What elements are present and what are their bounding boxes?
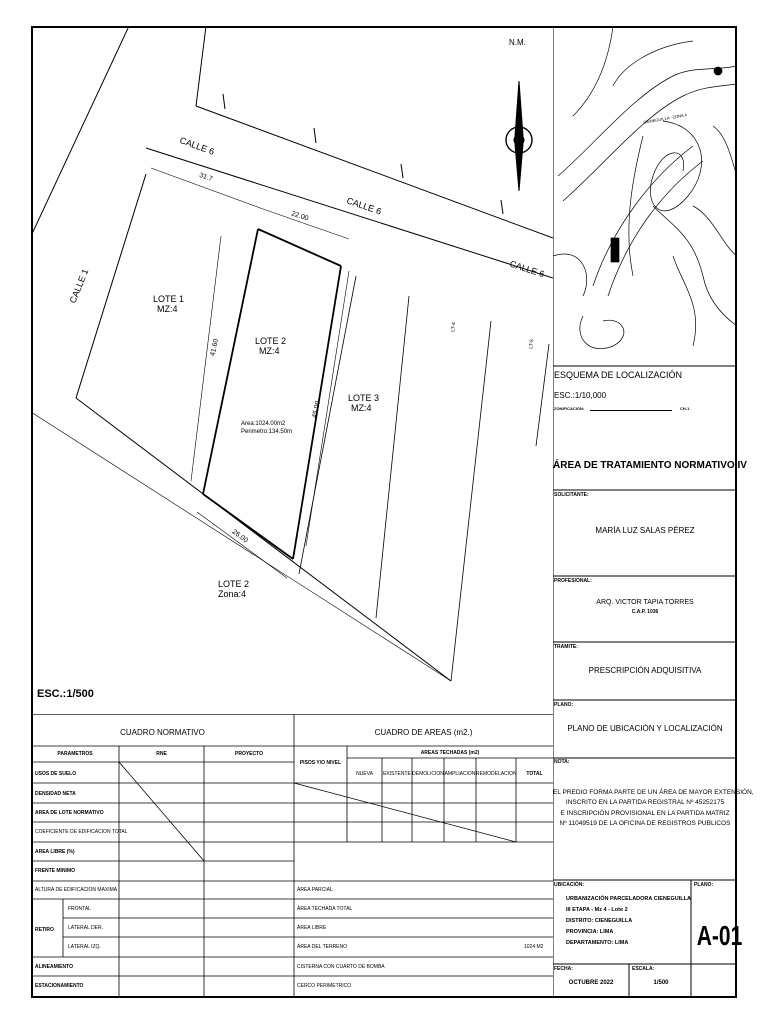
header-parametros: PARAMETROS	[57, 751, 93, 757]
street-label: CALLE 6	[178, 135, 216, 157]
location-map	[553, 26, 737, 366]
solicitante-name: MARÍA LUZ SALAS PÉREZ	[595, 526, 695, 535]
nota-line: Nº 11049519 DE LA OFICINA DE REGISTROS PUBLICOS	[559, 820, 731, 827]
nota-line: INSCRITO EN LA PARTIDA REGISTRAL Nº 45252175	[565, 799, 725, 806]
header-proyecto: PROYECTO	[235, 751, 263, 757]
title-block-grid	[553, 358, 754, 998]
solicitante-label: SOLICITANTE:	[554, 492, 589, 498]
param-row: AREA DE LOTE NORMATIVO	[35, 810, 104, 816]
areas-pisos-header: PISOS Y/O NIVEL	[299, 760, 342, 766]
ubicacion-line: III ETAPA - Mz 4 - Lote 2	[566, 907, 628, 913]
param-row: ESTACIONAMIENTO	[35, 983, 84, 989]
retiro-row: FRONTAL	[68, 906, 91, 912]
escala-value: 1/500	[653, 980, 669, 986]
profesional-label: PROFESIONAL:	[554, 578, 592, 584]
tramite-value: PRESCRIPCIÓN ADQUISITIVA	[588, 666, 702, 675]
dimension: 45.00	[311, 400, 323, 419]
street-label: CALLE 1	[67, 267, 91, 305]
areas-col: AMPLIACION	[444, 771, 476, 777]
lot-2-mz: MZ:4	[259, 346, 280, 356]
dimension: 26.00	[230, 528, 249, 545]
areas-row: ÁREA PARCIAL	[297, 887, 333, 893]
zonification-line	[590, 410, 672, 411]
dimension: 41.60	[209, 338, 221, 357]
plano-value: PLANO DE UBICACIÓN Y LOCALIZACIÓN	[567, 724, 723, 733]
dimension: 31.7	[198, 171, 214, 184]
sheet-number: A-01	[696, 920, 743, 951]
site-plan-drawing	[31, 26, 553, 714]
lot-1-mz: MZ:4	[157, 304, 178, 314]
param-row: COEFICIENTE DE EDIFICACION TOTAL	[35, 829, 128, 835]
tramite-label: TRAMITE:	[554, 644, 578, 650]
retiro-label: RETIRO	[35, 927, 54, 933]
areas-row: ÁREA DEL TERRENO	[297, 944, 348, 950]
escala-label: ESCALA:	[632, 966, 655, 972]
profesional-name: ARQ. VICTOR TAPIA TORRES	[596, 599, 694, 606]
lot-2-south-name: LOTE 2	[218, 579, 250, 589]
lot-5-tag: LT-5	[528, 338, 536, 350]
area-title: ÁREA DE TRATAMIENTO NORMATIVO IV	[553, 460, 747, 471]
param-row: ALINEAMIENTO	[35, 964, 73, 970]
terreno-value: 1024 M2	[524, 944, 544, 950]
location-title: ESQUEMA DE LOCALIZACIÓN	[554, 370, 683, 380]
ubicacion-line: PROVINCIA: LIMA	[566, 929, 614, 935]
lot-4-tag: LT-4	[450, 321, 458, 333]
fecha-value: OCTUBRE 2022	[568, 980, 614, 986]
lot-2-south-zona: Zona:4	[218, 589, 247, 599]
nota-line: EL PREDIO FORMA PARTE DE UN ÁREA DE MAYOR EXTENSIÓN,	[553, 789, 754, 796]
zonification-label: ZONIFICACION:	[554, 406, 585, 411]
north-label: N.M.	[509, 38, 526, 47]
plan-scale: ESC.:1/500	[37, 688, 94, 700]
lot-3-name: LOTE 3	[348, 393, 380, 403]
ubicacion-line: DEPARTAMENTO: LIMA	[566, 940, 629, 946]
areas-techadas-header: AREAS TECHADAS (m2)	[420, 750, 480, 756]
fecha-label: FECHA:	[554, 966, 573, 972]
street-label: CALLE 6	[508, 258, 546, 280]
lot-3-mz: MZ:4	[351, 403, 372, 413]
site-plan	[31, 26, 553, 714]
cuadro-areas-title: CUADRO DE AREAS (m2.)	[374, 728, 473, 737]
areas-row: CERCO PERIMETRICO	[297, 983, 352, 989]
nota-label: NOTA:	[554, 759, 570, 765]
areas-row: ÁREA LIBRE	[297, 925, 327, 931]
location-map-label: CIENEGUILLA - ZONA 4	[642, 112, 688, 125]
lot-2-perimeter: Perimetro:134.50m	[241, 429, 293, 435]
header-rne: RNE	[156, 751, 167, 757]
street-label: CALLE 6	[345, 195, 383, 217]
areas-col: EXISTENTE	[383, 771, 411, 777]
areas-col: TOTAL	[526, 771, 543, 777]
retiro-row: LATERAL DER.	[68, 925, 104, 931]
location-scale: ESC.:1/10,000	[554, 391, 607, 400]
param-row: AREA LIBRE (%)	[35, 849, 75, 855]
retiro-row: LATERAL IZQ.	[68, 944, 101, 950]
param-row: ALTURA DE EDIFICACION MAXIMA	[35, 887, 118, 893]
areas-row: ÁREA TECHADA TOTAL	[297, 906, 353, 912]
ubicacion-label: UBICACIÓN:	[554, 882, 584, 888]
lot-1-name: LOTE 1	[153, 294, 185, 304]
ubicacion-line: URBANIZACIÓN PARCELADORA CIENEGUILLA	[566, 896, 691, 902]
areas-col: NUEVA	[356, 771, 373, 777]
ubicacion-line: DISTRITO: CIENEGUILLA	[566, 918, 633, 924]
param-row: DENSIDAD NETA	[35, 791, 76, 797]
param-row: USOS DE SUELO	[35, 771, 77, 777]
areas-col: REMODELACION	[476, 771, 517, 777]
cap-number: C.A.P. 1036	[631, 609, 659, 615]
plano-number-label: PLANO:	[694, 882, 714, 888]
areas-col: DEMOLICION	[412, 771, 444, 777]
zonification-value: CH-1	[680, 406, 690, 411]
plano-label: PLANO:	[554, 702, 574, 708]
lot-2-area: Area:1024.00m2	[241, 421, 286, 427]
areas-row: CISTERNA CON CUARTO DE BOMBA	[297, 964, 385, 970]
dimension: 22.00	[290, 210, 310, 223]
lot-2-name: LOTE 2	[255, 336, 287, 346]
nota-line: E INSCRIPCIÓN PROVISIONAL EN LA PARTIDA MATRIZ	[560, 810, 730, 817]
cuadro-normativo-title: CUADRO NORMATIVO	[120, 728, 205, 737]
param-row: FRENTE MINIMO	[35, 868, 75, 874]
